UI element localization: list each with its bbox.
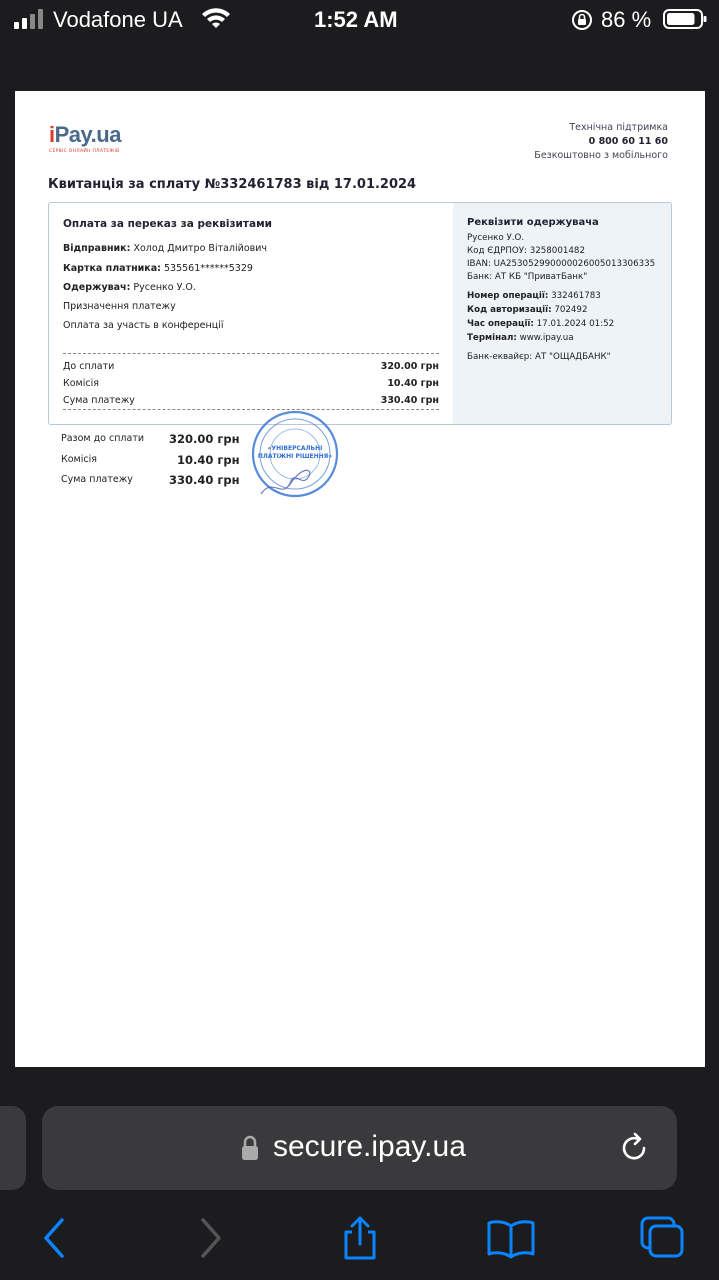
stamp-line-2: ПЛАТІЖНІ РІШЕННЯ» <box>257 453 333 460</box>
totals-commission-row <box>61 454 241 465</box>
totals-to-pay-value: 320.00 грн <box>169 432 240 446</box>
to-pay-row <box>63 361 439 372</box>
card-row <box>63 263 253 274</box>
payment-section-title: Оплата за переказ за реквізитами <box>63 218 273 230</box>
recipient-bank: Банк: АТ КБ "ПриватБанк" <box>467 272 588 282</box>
commission-label: Комісія <box>63 378 99 389</box>
status-bar <box>0 0 719 40</box>
terminal-row <box>467 333 574 343</box>
payment-details <box>49 203 453 424</box>
share-icon[interactable] <box>338 1216 382 1260</box>
signal-icon <box>14 9 46 29</box>
totals-sum-label: Сума платежу <box>61 474 133 485</box>
acquirer: Банк-еквайєр: АТ "ОЩАДБАНК" <box>467 352 611 362</box>
totals-commission-label: Комісія <box>61 454 97 465</box>
auth-label: Код авторизації: <box>467 305 552 315</box>
signature <box>261 470 310 494</box>
orientation-lock-icon <box>571 9 593 31</box>
terminal-value[interactable]: www.ipay.ua <box>519 333 574 343</box>
sender-row <box>63 243 267 254</box>
operation-value: 332461783 <box>551 291 601 301</box>
battery-percent: 86 % <box>601 7 652 32</box>
time-label: Час операції: <box>467 319 534 329</box>
address-bar[interactable] <box>42 1106 677 1190</box>
card-label: Картка платника: <box>63 263 161 274</box>
company-stamp <box>243 406 343 506</box>
terminal-label: Термінал: <box>467 333 517 343</box>
operation-row <box>467 291 601 301</box>
clock: 1:52 AM <box>314 7 398 32</box>
auth-row <box>467 305 588 315</box>
wifi-icon <box>200 8 232 30</box>
support-label: Технічна підтримка <box>569 122 668 133</box>
url-text[interactable]: secure.ipay.ua <box>273 1130 466 1163</box>
totals-commission-value: 10.40 грн <box>177 453 240 467</box>
recipient-edrpou: Код ЄДРПОУ: 3258001482 <box>467 246 585 256</box>
receipt-document <box>15 91 705 1067</box>
operation-label: Номер операції: <box>467 291 549 301</box>
receipt-card <box>48 202 672 425</box>
logo-text: iPay.ua <box>49 122 121 147</box>
recipient-label: Одержувач: <box>63 282 131 293</box>
bookmarks-icon[interactable] <box>486 1216 536 1260</box>
card-value: 535561******5329 <box>164 263 253 274</box>
totals-sum-value: 330.40 грн <box>169 473 240 487</box>
previous-tab-preview[interactable] <box>0 1106 26 1190</box>
battery-icon <box>663 9 707 29</box>
back-icon[interactable] <box>40 1216 70 1260</box>
commission-value: 10.40 грн <box>387 378 439 389</box>
recipient-row <box>63 282 196 293</box>
stamp-line-1: «УНІВЕРСАЛЬНІ <box>267 445 323 452</box>
carrier-name: Vodafone UA <box>53 7 183 32</box>
time-row <box>467 319 614 329</box>
recipient-iban: IBAN: UA253052990000026005013306335 <box>467 259 656 269</box>
total-value: 330.40 грн <box>380 395 439 406</box>
tabs-icon[interactable] <box>638 1216 686 1260</box>
totals-to-pay-label: Разом до сплати <box>61 433 145 444</box>
purpose-label: Призначення платежу <box>63 301 176 312</box>
ipay-logo <box>49 122 121 154</box>
total-row <box>63 395 439 406</box>
divider <box>63 353 439 354</box>
recipient-details <box>453 203 671 424</box>
to-pay-label: До сплати <box>63 361 115 372</box>
sender-value: Холод Дмитро Віталійович <box>133 243 268 254</box>
support-info <box>534 121 668 163</box>
browser-bottom-bar <box>0 1090 719 1280</box>
forward-icon[interactable] <box>195 1216 225 1260</box>
padlock-icon <box>240 1134 260 1162</box>
recipient-name: Русенко У.О. <box>467 233 525 243</box>
support-note: Безкоштовно з мобільного <box>534 150 668 161</box>
recipient-value: Русенко У.О. <box>133 282 196 293</box>
receipt-title: Квитанція за сплату №332461783 від 17.01.2024 <box>48 177 417 192</box>
commission-row <box>63 378 439 389</box>
auth-value: 702492 <box>554 305 588 315</box>
totals-to-pay-row <box>61 433 241 444</box>
sender-label: Відправник: <box>63 243 131 254</box>
time-value: 17.01.2024 01:52 <box>536 319 615 329</box>
to-pay-value: 320.00 грн <box>380 361 439 372</box>
support-phone[interactable]: 0 800 60 11 60 <box>588 136 668 147</box>
logo-tagline: СЕРВІС ОНЛАЙН ПЛАТЕЖІВ <box>49 149 120 154</box>
purpose-value: Оплата за участь в конференції <box>63 320 224 331</box>
reload-icon[interactable] <box>616 1130 652 1166</box>
total-label: Сума платежу <box>63 395 135 406</box>
totals-sum-row <box>61 474 241 485</box>
recipient-details-title: Реквізити одержувача <box>467 217 599 228</box>
